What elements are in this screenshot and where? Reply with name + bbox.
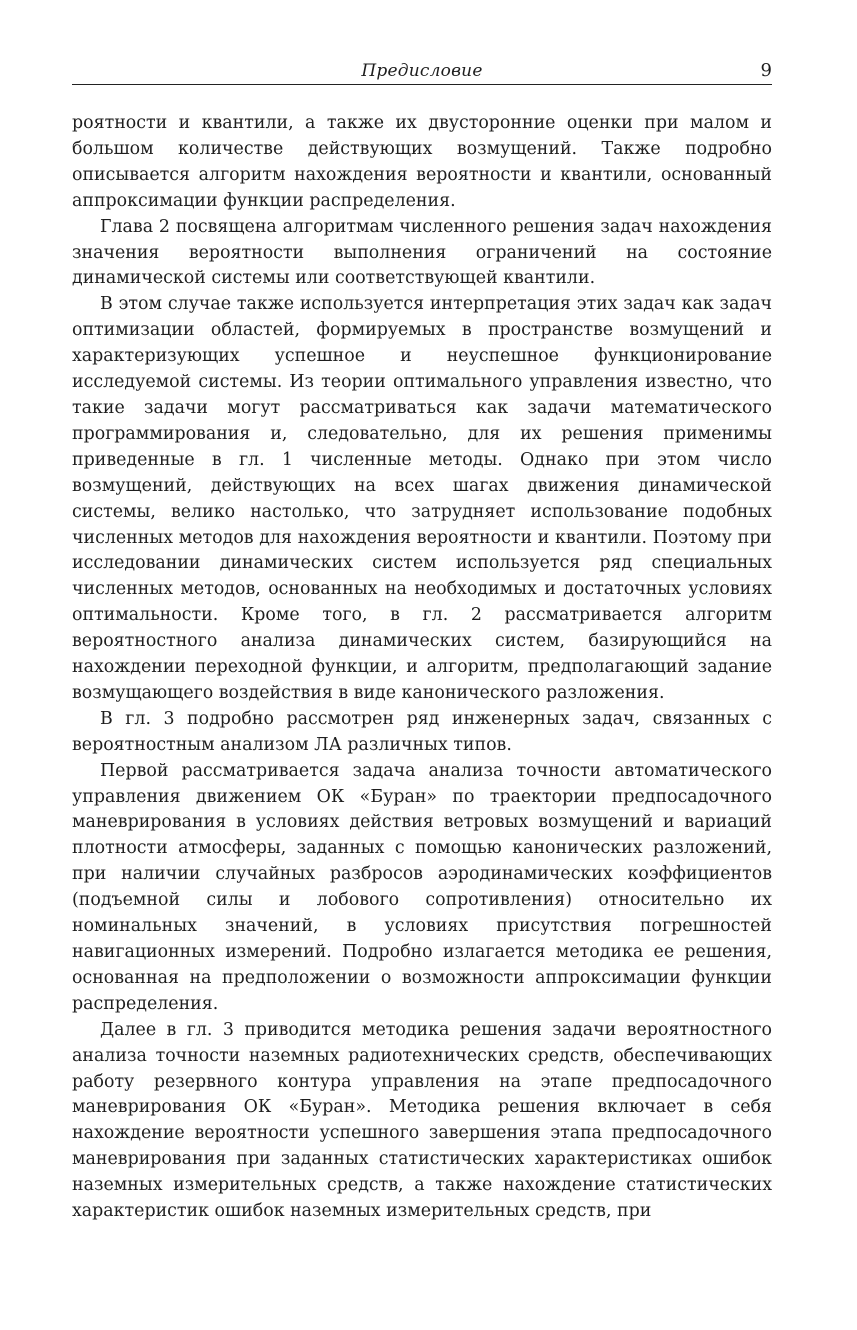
page-number: 9 — [760, 60, 772, 81]
running-header — [72, 58, 772, 85]
paragraph-buran-accuracy: Первой рассматривается задача анализа точности автоматического управления движением ОК «Буран» по траектории предпосадочного маневрирования в условиях действия ветровых возмущений и вариаций плотности атмосферы, заданных с помощью канонических разложений, при наличии случайных разбросов аэродинамических коэффициентов (подъемной силы и лобового сопротивления) относительно их номинальных значений, в условиях присутствия погрешностей навигационных измерений. Подробно излагается методика ее решения, основанная на предположении о возможности аппроксимации функции распределения. — [72, 760, 772, 1014]
paragraph-continuation: роятности и квантили, а также их двусторонние оценки при малом и большом количестве действующих возмущений. Также подробно описывается алгоритм нахождения вероятности и квантили, основанный аппроксимации функции распределения. — [72, 113, 772, 211]
running-title: Предисловие — [361, 61, 483, 81]
paragraph-optimization: В этом случае также используется интерпретация этих задач как задач оптимизации областей, формируемых в пространстве возмущений и характеризующих успешное и неуспешное функционирование исследуемой системы. Из теории оптимального управления известно, что такие задачи могут рассматриваться как задачи математического программирования и, следовательно, для их решения применимы приведенные в гл. 1 численные методы. Однако при этом число возмущений, действующих на всех шагах движения динамической системы, велико настолько, что затрудняет использование подобных численных методов для нахождения вероятности и квантили. Поэтому при исследовании динамических систем используется ряд специальных численных методов, основанных на необходимых и достаточных условиях оптимальности. Кроме того, в гл. 2 рассматривается алгоритм вероятностного анализа динамических систем, базирующийся на нахождении переходной функции, и алгоритм, предполагающий задание возмущающего воздействия в виде канонического разложения. — [72, 294, 772, 703]
paragraph-chapter-2: Глава 2 посвящена алгоритмам численного решения задач нахождения значения вероятности выполнения ограничений на состояние динамической системы или соответствующей квантили. — [72, 216, 772, 289]
book-page — [72, 58, 772, 1225]
body-text — [72, 111, 772, 1225]
paragraph-chapter-3: В гл. 3 подробно рассмотрен ряд инженерных задач, связанных с вероятностным анализом ЛА различных типов. — [72, 708, 772, 755]
paragraph-ground-radio: Далее в гл. 3 приводится методика решения задачи вероятностного анализа точности наземных радиотехнических средств, обеспечивающих работу резервного контура управления на этапе предпосадочного маневрирования ОК «Буран». Методика решения включает в себя нахождение вероятности успешного завершения этапа предпосадочного маневрирования при заданных статистических характеристиках ошибок наземных измерительных средств, а также нахождение статистических характеристик ошибок наземных измерительных средств, при — [72, 1019, 772, 1222]
